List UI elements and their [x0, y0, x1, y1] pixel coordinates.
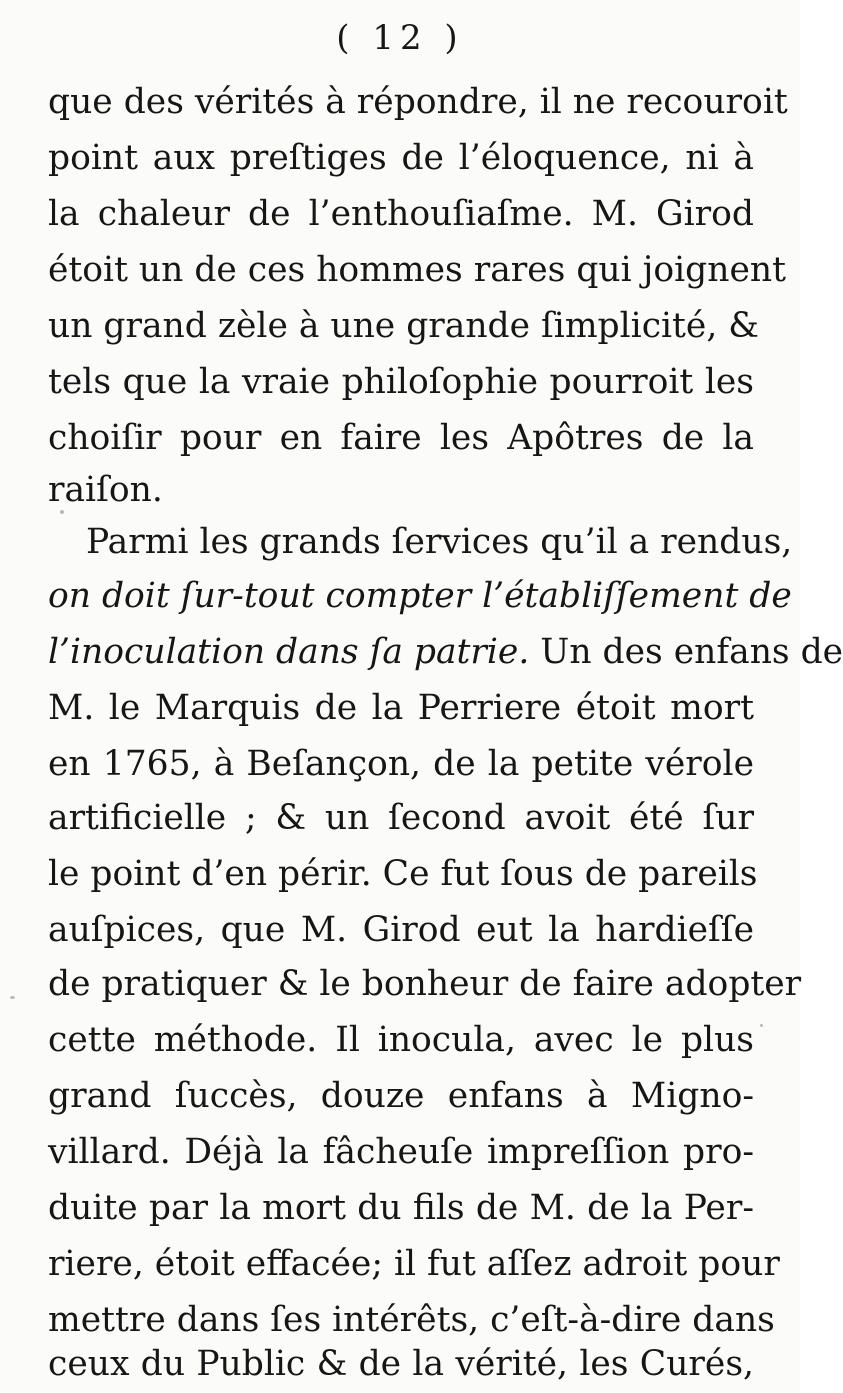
text-line: en 1765, à Beſançon, de la petite vérole: [48, 744, 754, 784]
text-roman-span: Un des enfans de: [529, 632, 843, 672]
text-line: Parmi les grands ſervices qu’il a rendus,: [86, 522, 793, 562]
text-line: duite par la mort du fils de M. de la Per-: [48, 1188, 754, 1228]
text-line: que des vérités à répondre, il ne recouroit: [48, 82, 788, 122]
text-line: un grand zèle à une grande ſimplicité, &: [48, 306, 759, 346]
text-italic-span: l’inoculation dans ſa patrie.: [48, 632, 530, 672]
text-line: mettre dans ſes intérêts, c’eſt-à-dire dans: [48, 1300, 775, 1340]
page-number: ( 12 ): [336, 18, 464, 58]
text-line: villard. Déjà la fâcheuſe impreſſion pro-: [48, 1132, 754, 1172]
text-line-italic: on doit ſur-tout compter l’établiſſement de: [48, 576, 792, 616]
text-line: cette méthode. Il inocula, avec le plus: [48, 1020, 754, 1060]
text-line: riere, étoit effacée; il fut aſſez adroit pour: [48, 1244, 780, 1284]
text-line: raiſon.: [48, 470, 163, 510]
scan-speck: [60, 510, 64, 514]
text-line-mixed: [48, 624, 843, 680]
scan-speck: [10, 996, 15, 999]
text-line: la chaleur de l’enthouſiaſme. M. Girod: [48, 194, 754, 234]
text-line: auſpices, que M. Girod eut la hardieſſe: [48, 910, 754, 950]
text-line: grand ſuccès, douze enfans à Migno-: [48, 1076, 754, 1116]
text-line: le point d’en périr. Ce fut ſous de pareils: [48, 854, 758, 894]
text-line: de pratiquer & le bonheur de faire adopter: [48, 964, 802, 1004]
text-line: tels que la vraie philoſophie pourroit les: [48, 362, 754, 402]
text-line: M. le Marquis de la Perriere étoit mort: [48, 688, 754, 728]
text-line: choiſir pour en faire les Apôtres de la: [48, 418, 754, 458]
text-line: ceux du Public & de la vérité, les Curés,: [48, 1344, 754, 1384]
scan-speck: [760, 1024, 763, 1027]
text-line: étoit un de ces hommes rares qui joignent: [48, 250, 786, 290]
text-line: artificielle ; & un ſecond avoit été ſur: [48, 798, 754, 838]
text-line: point aux preſtiges de l’éloquence, ni à: [48, 138, 754, 178]
